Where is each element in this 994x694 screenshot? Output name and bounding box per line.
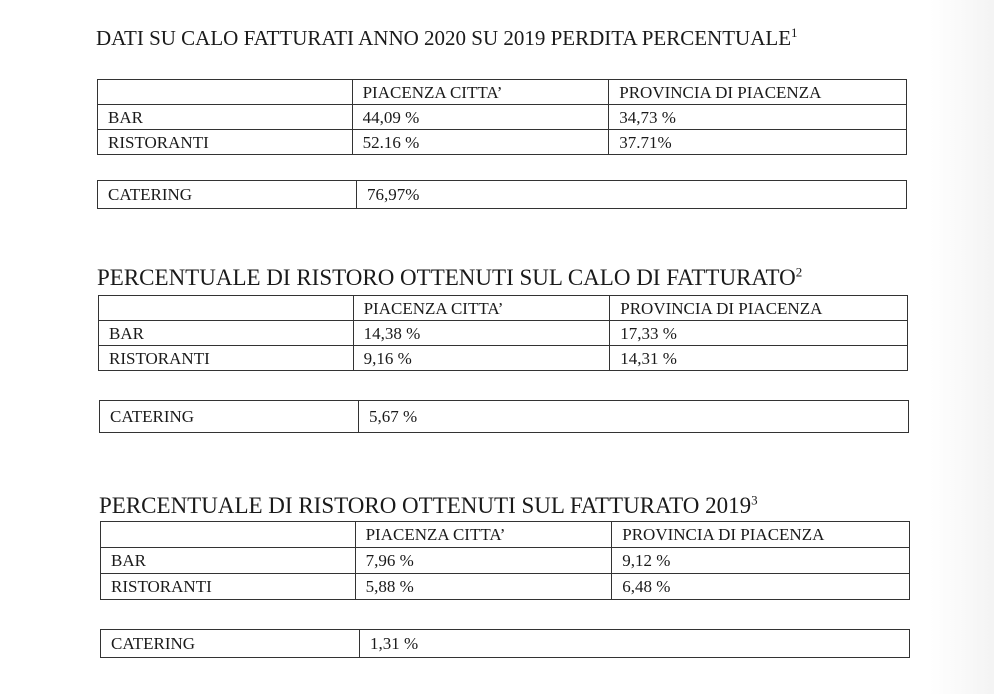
table-header-row [98, 80, 907, 105]
section-2-title-text: PERCENTUALE DI RISTORO OTTENUTI SUL CALO DI FATTURATO [97, 265, 796, 290]
header-cell-piacenza-citta: PIACENZA CITTA’ [355, 522, 612, 548]
section-3-title [99, 494, 758, 517]
catering-value: 1,31 % [370, 634, 419, 653]
row-label: BAR [98, 105, 353, 130]
header-cell-empty [98, 80, 353, 105]
row-label: RISTORANTI [98, 130, 353, 155]
cell-citta: 7,96 % [355, 548, 612, 574]
section-2-table [98, 295, 908, 371]
section-1-table [97, 79, 907, 155]
table-header-row [101, 522, 910, 548]
cell-citta: 9,16 % [353, 346, 610, 371]
cell-provincia: 37.71% [609, 130, 907, 155]
catering-label: CATERING [100, 401, 359, 432]
section-3-table [100, 521, 910, 600]
header-cell-empty [99, 296, 354, 321]
cell-citta: 14,38 % [353, 321, 610, 346]
footnote-marker-2: 2 [795, 264, 803, 280]
footnote-marker-1: 1 [791, 25, 798, 40]
catering-label: CATERING [101, 630, 360, 657]
header-cell-piacenza-citta: PIACENZA CITTA’ [352, 80, 609, 105]
table-row [99, 321, 908, 346]
header-cell-empty [101, 522, 356, 548]
section-3-catering-box [100, 629, 910, 658]
table-row [98, 105, 907, 130]
section-3-title-text: PERCENTUALE DI RISTORO OTTENUTI SUL FATTURATO 2019 [99, 493, 752, 518]
cell-provincia: 9,12 % [612, 548, 910, 574]
header-cell-provincia: PROVINCIA DI PIACENZA [610, 296, 908, 321]
cell-provincia: 17,33 % [610, 321, 908, 346]
table-row [101, 574, 910, 600]
cell-provincia: 6,48 % [612, 574, 910, 600]
page-edge-shadow [930, 0, 994, 694]
section-1-title-text: DATI SU CALO FATTURATI ANNO 2020 SU 2019 PERDITA PERCENTUALE [96, 26, 792, 50]
cell-provincia: 34,73 % [609, 105, 907, 130]
header-cell-provincia: PROVINCIA DI PIACENZA [612, 522, 910, 548]
table-row [101, 548, 910, 574]
catering-value: 5,67 % [369, 407, 418, 426]
table-header-row [99, 296, 908, 321]
section-1-catering-box [97, 180, 907, 209]
cell-citta: 52.16 % [352, 130, 609, 155]
section-2-title [97, 266, 802, 289]
table-row [98, 130, 907, 155]
row-label: BAR [101, 548, 356, 574]
row-label: RISTORANTI [99, 346, 354, 371]
catering-value: 76,97% [367, 185, 420, 204]
header-cell-piacenza-citta: PIACENZA CITTA’ [353, 296, 610, 321]
footnote-marker-3: 3 [751, 492, 758, 508]
section-1-title [96, 25, 798, 50]
row-label: RISTORANTI [101, 574, 356, 600]
table-row [99, 346, 908, 371]
cell-citta: 5,88 % [355, 574, 612, 600]
section-2-catering-box [99, 400, 909, 433]
cell-citta: 44,09 % [352, 105, 609, 130]
row-label: BAR [99, 321, 354, 346]
catering-label: CATERING [98, 181, 357, 208]
cell-provincia: 14,31 % [610, 346, 908, 371]
header-cell-provincia: PROVINCIA DI PIACENZA [609, 80, 907, 105]
